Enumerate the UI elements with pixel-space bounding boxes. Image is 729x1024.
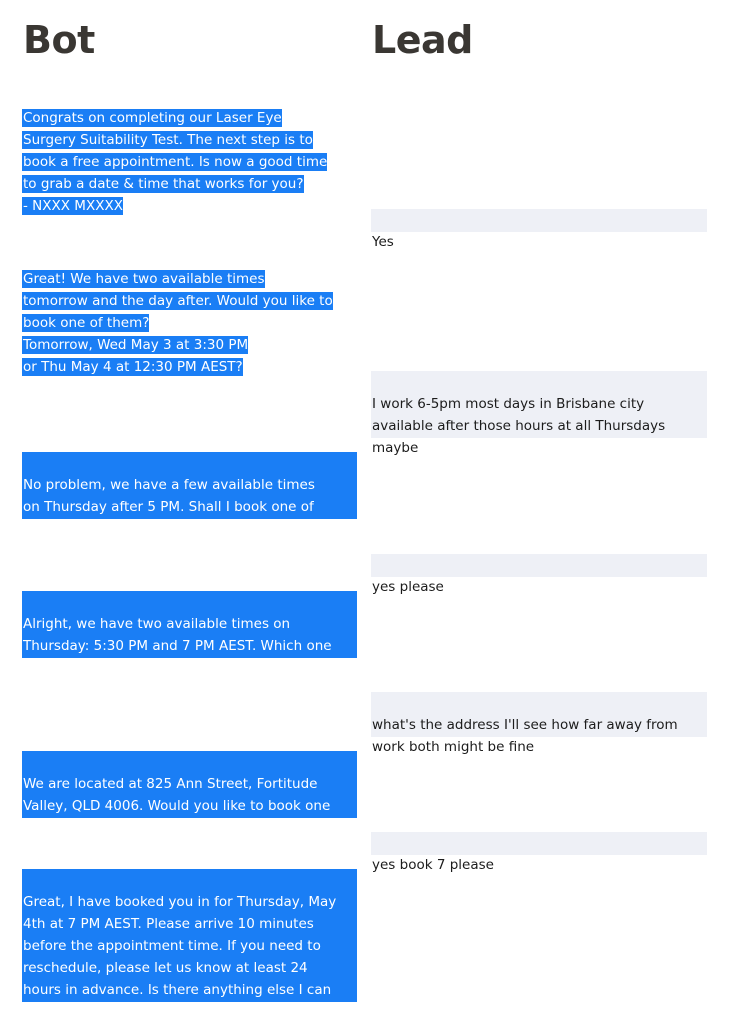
lead-message-text: what's the address I'll see how far away from work both might be fine [372,717,678,755]
bot-message-text: Great! We have two available times tomorrow and the day after. Would you like to book one of them? Tomorrow, Wed May 3 at 3:30 PM or Thu May 4 at 12:30 PM AEST? [23,271,333,375]
bot-message-text: We are located at 825 Ann Street, Fortitude Valley, QLD 4006. Would you like to book one of the Thursday times? [23,776,331,836]
bot-message-text: Great, I have booked you in for Thursday, May 4th at 7 PM AEST. Please arrive 10 minutes before the appointment time. If you need to reschedule, please let us know at least 24 hours in advance. Is there anything else I can help you with? [23,894,337,1020]
lead-message [371,209,707,250]
lead-message [371,692,707,755]
bot-message [22,869,357,1020]
bot-message [22,452,357,537]
bot-message [22,246,357,378]
bot-message [22,591,357,676]
lead-message [371,371,707,456]
bot-message [22,85,357,217]
lead-message-text: Yes [372,234,394,250]
lead-message [371,554,707,595]
bot-message-text: No problem, we have a few available times on Thursday after 5 PM. Shall I book one of them for you? [23,477,315,537]
bot-message [22,751,357,836]
lead-message [371,832,707,873]
bot-message-text: Congrats on completing our Laser Eye Surgery Suitability Test. The next step is to book a free appointment. Is now a good time to grab a date & time that works for you? - NXXX MXXXX [23,110,328,214]
lead-message-text: yes book 7 please [372,857,494,873]
bot-column-header: Bot [23,18,95,62]
lead-message-text: yes please [372,579,444,595]
lead-message-text: I work 6-5pm most days in Brisbane city available after those hours at all Thursdays maybe [372,396,666,456]
lead-column-header: Lead [372,18,473,62]
bot-message-text: Alright, we have two available times on Thursday: 5:30 PM and 7 PM AEST. Which one would you like to book? [23,616,332,676]
